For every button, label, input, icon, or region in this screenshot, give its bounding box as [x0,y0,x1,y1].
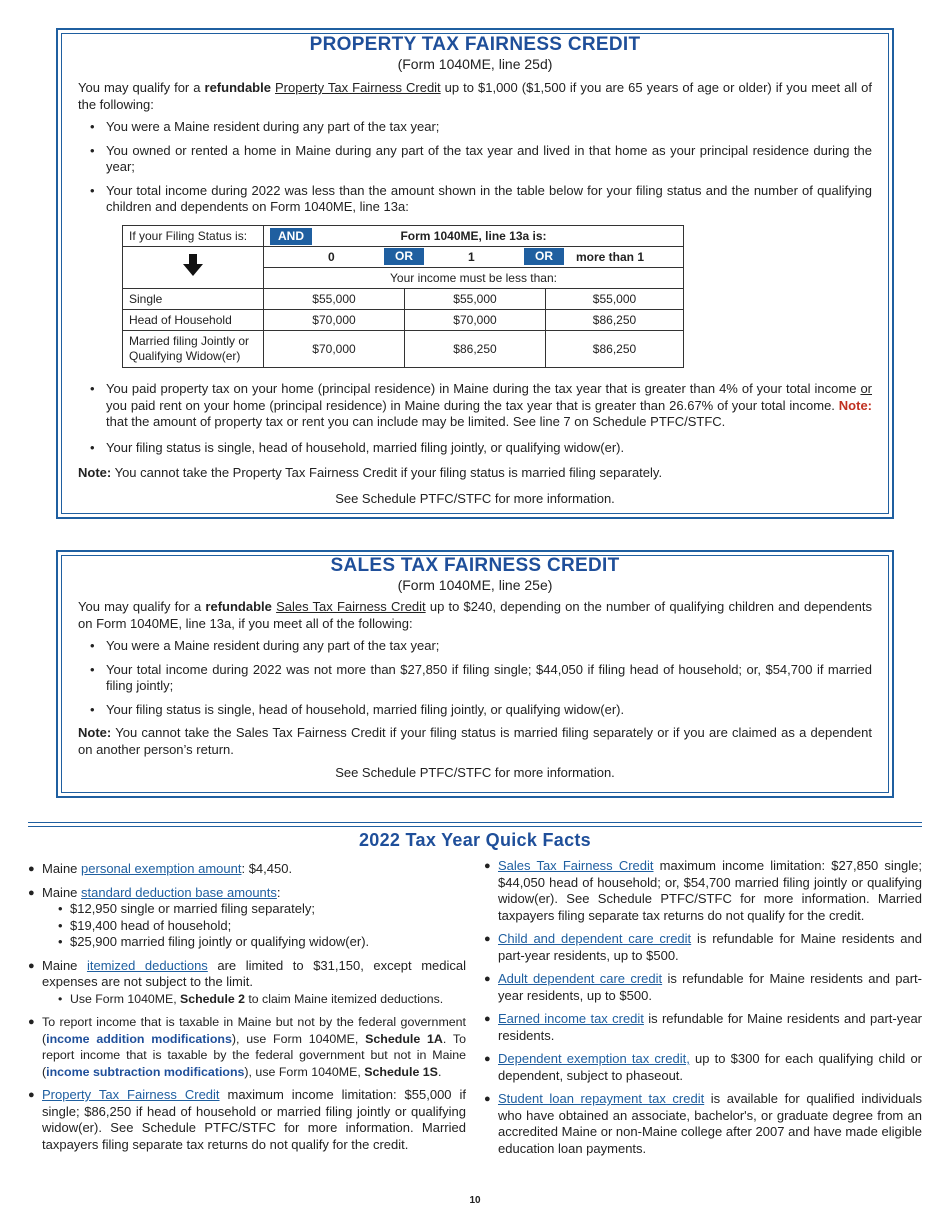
row-value: $55,000 [405,289,546,310]
quickfact-standard-deduction: ● Maine standard deduction base amounts: • $12,950 single or married filing separately; • $19,400 head of household; • $25,900 married filing jointly or qualifying widow(er). [28,885,466,951]
ptfc-see-schedule: See Schedule PTFC/STFC for more information. [335,490,615,506]
ptfc-note: Note: You cannot take the Property Tax Fairness Credit if your filing status is married filing separately. [78,465,663,480]
earned-income-credit-link[interactable]: Earned income tax credit [498,1011,644,1026]
standard-deduction-item: • $25,900 married filing jointly or qualifying widow(er). [56,934,466,951]
table-row [123,331,684,368]
ptfc-title: PROPERTY TAX FAIRNESS CREDIT [309,34,641,55]
stfc-see-schedule: See Schedule PTFC/STFC for more information. [335,765,615,780]
filing-status-header: If your Filing Status is: [123,226,264,247]
child-care-credit-link[interactable]: Child and dependent care credit [498,931,692,946]
quickfacts-rule-bottom [28,826,922,827]
ptfc-bullet-1: • You were a Maine resident during any part of the tax year; [78,119,872,136]
stfc-title: SALES TAX FAIRNESS CREDIT [330,555,620,576]
quickfact-itemized-deductions: ● Maine itemized deductions are limited to $31,150, except medical expenses are not subject to the limit. • Use Form 1040ME, Schedule 2 to claim Maine itemized deductions. [28,958,466,1008]
stfc-note: Note: You cannot take the Sales Tax Fairness Credit if your filing status is married filing separately or if you are claimed as a dependent on another person’s return. [78,725,872,757]
column-more-than-1: more than 1 [576,250,645,264]
quickfacts-right-column [484,858,922,1157]
stfc-link[interactable]: Sales Tax Fairness Credit [498,858,654,873]
ptfc-bullet-2: • You owned or rented a home in Maine during any part of the tax year and lived in that home as your principal residence during the year; [78,143,872,176]
row-value: $70,000 [264,310,405,331]
quickfact-child-care-credit: ● Child and dependent care credit is refundable for Maine residents and part-year residents, up to $500. [484,931,922,964]
income-limit-table [122,225,684,368]
dependent-exemption-credit-link[interactable]: Dependent exemption tax credit, [498,1051,690,1066]
row-status: Single [123,289,264,310]
down-arrow-cell [123,247,264,289]
student-loan-credit-link[interactable]: Student loan repayment tax credit [498,1091,705,1106]
row-value: $70,000 [264,331,405,368]
stfc-bullet-1: • You were a Maine resident during any part of the tax year; [78,638,872,655]
row-status: Head of Household [123,310,264,331]
and-tag: AND [270,228,312,245]
quickfact-ptfc-limit: ● Property Tax Fairness Credit maximum income limitation: $55,000 if single; $86,250 if head of household or married filing jointly or qualifying widow(er). See Schedule PTFC/STFC for more information. Married taxpayers filing separate tax returns do not qualify for the credit. [28,1087,466,1153]
stfc-bullet-3: • Your filing status is single, head of household, married filing jointly, or qualifying widow(er). [78,702,872,719]
ptfc-subtitle: (Form 1040ME, line 25d) [397,55,553,72]
row-value: $86,250 [405,331,546,368]
standard-deduction-item: • $12,950 single or married filing separately; [56,901,466,918]
standard-deduction-link[interactable]: standard deduction base amounts [81,884,277,900]
itemized-deductions-subitem: • Use Form 1040ME, Schedule 2 to claim Maine itemized deductions. [56,991,466,1008]
adult-care-credit-link[interactable]: Adult dependent care credit [498,971,663,986]
stfc-subtitle: (Form 1040ME, line 25e) [397,576,553,593]
quickfact-income-modifications: ● To report income that is taxable in Maine but not by the federal government (income addition modifications), use Form 1040ME, Schedule 1A. To report income that is taxable by the federal government but not in Maine (income subtraction modifications), use Form 1040ME, Schedule 1S. [28,1014,466,1080]
page-number: 10 [469,1195,481,1206]
income-addition-modifications-link[interactable]: income addition modifications [46,1031,232,1046]
ptfc-intro: You may qualify for a refundable Property Tax Fairness Credit up to $1,000 ($1,500 if you are 65 years of age or older) if you meet all of the following: [78,80,872,112]
stfc-intro: You may qualify for a refundable Sales Tax Fairness Credit up to $240, depending on the number of qualifying children and dependents on Form 1040ME, line 13a, if you meet all of the following: [78,599,872,631]
ptfc-bullet-4: • You paid property tax on your home (principal residence) in Maine during the tax year that is greater than 4% of your total income or you paid rent on your home (principal residence) in Maine during the tax year that is greater than 26.67% of your total income. Note: that the amount of property tax or rent you can include may be limited. See line 7 on Schedule PTFC/STFC. [78,381,872,431]
ptfc-link[interactable]: Property Tax Fairness Credit [42,1087,220,1102]
row-value: $86,250 [546,331,684,368]
table-row [123,310,684,331]
income-subtraction-modifications-link[interactable]: income subtraction modifications [46,1064,245,1079]
form-line-header: AND Form 1040ME, line 13a is: [264,226,684,247]
or-tag-1: OR [384,248,424,265]
ptfc-bullet-3: • Your total income during 2022 was less than the amount shown in the table below for your filing status and the number of qualifying children and dependents on Form 1040ME, line 13a: [78,183,872,216]
ptfc-intro-link[interactable]: Property Tax Fairness Credit [275,80,441,95]
ptfc-bullet-5: • Your filing status is single, head of household, married filing jointly, or qualifying widow(er). [78,440,872,457]
quickfact-earned-income-credit: ● Earned income tax credit is refundable for Maine residents and part-year residents. [484,1011,922,1044]
table-row [123,289,684,310]
row-value: $55,000 [264,289,405,310]
column-0: 0 [328,250,335,264]
quickfacts-rule-top [28,822,922,823]
sales-tax-fairness-credit-box [56,550,894,798]
column-1: 1 [468,250,475,264]
row-status: Married filing Jointly or Qualifying Widow(er) [123,331,264,368]
quickfact-personal-exemption: ● Maine personal exemption amount: $4,450. [28,861,466,878]
stfc-intro-link[interactable]: Sales Tax Fairness Credit [276,599,426,614]
row-value: $70,000 [405,310,546,331]
property-tax-fairness-credit-box [56,28,894,519]
standard-deduction-item: • $19,400 head of household; [56,918,466,935]
quickfact-dependent-exemption-credit: ● Dependent exemption tax credit, up to $300 for each qualifying child or dependent, subject to phaseout. [484,1051,922,1084]
quickfact-student-loan-credit: ● Student loan repayment tax credit is available for qualified individuals who have obtained an associate, bachelor's, or graduate degree from an accredited Maine or non-Maine college after 2007 and have made eligible education loan payments. [484,1091,922,1157]
income-label: Your income must be less than: [264,268,684,289]
row-value: $86,250 [546,310,684,331]
column-count-header [264,247,684,268]
quickfact-adult-care-credit: ● Adult dependent care credit is refundable for Maine residents and part-year residents, up to $500. [484,971,922,1004]
itemized-deductions-link[interactable]: itemized deductions [86,957,208,973]
stfc-bullet-2: • Your total income during 2022 was not more than $27,850 if filing single; $44,050 if filing head of household; or, $54,700 if married filing jointly; [78,662,872,695]
or-tag-2: OR [524,248,564,265]
down-arrow-icon [183,254,203,276]
quickfacts-left-column [28,861,466,1153]
row-value: $55,000 [546,289,684,310]
quickfacts-title: 2022 Tax Year Quick Facts [359,830,591,850]
quickfact-stfc-limit: ● Sales Tax Fairness Credit maximum income limitation: $27,850 single; $44,050 head of household; or, $54,700 married filing jointly or qualifying widow(er). See Schedule PTFC/STFC for more information. Married taxpayers filing separate tax returns do not qualify for the credit. [484,858,922,924]
personal-exemption-link[interactable]: personal exemption amount [81,861,242,876]
